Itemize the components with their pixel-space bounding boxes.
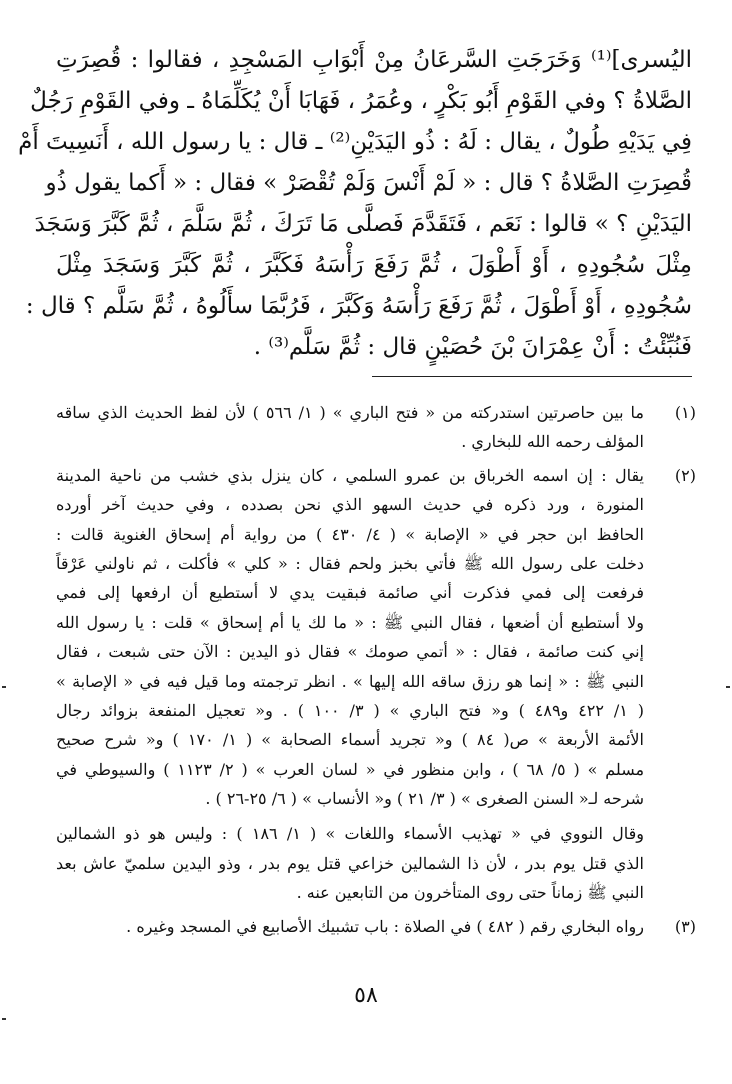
footnote-number: (١) <box>674 403 696 422</box>
footnote-line: شرحه لـ« السنن الصغرى » ( ٣/ ٢١ ) و« الأنساب » ( ٦/ ٢٥-٢٦ ) . <box>205 789 644 809</box>
footnote-line: الأئمة الأربعة » ص( ٨٤ ) و« تجريد أسماء الصحابة » ( ١/ ١٧٠ ) و« شرح صحيح <box>56 730 645 750</box>
main-text-line: سُجُودِهِ ، أَوْ أَطْوَلَ ، ثُمَّ رَفَعَ رَأْسَهُ وَكَبَّرَ ، فَرُبَّمَا سأَلُوهُ ، ثُمَّ سَلَّم ؟ قال : <box>25 293 692 319</box>
footnote-line: فرفعت إلى فمي فذكرت أني صائمة فبقيت يدي لا أستطيع أن ارفعها إلى فمي <box>56 583 644 603</box>
footnote-line: مسلم » ( ٥/ ٦٨ ) ، وابن منظور في « لسان العرب » ( ٢/ ١١٢٣ ) والسيوطي في <box>56 759 645 779</box>
footnote-3 <box>56 912 696 941</box>
main-text-line: قُصِرَتِ الصَّلاةُ ؟ قال : « لَمْ أَنْسَ وَلَمْ تُقْصَرْ » فقال : « أَكما يقول ذُو <box>45 170 692 196</box>
footnote-line: إني كنت صائمة ، فقال : « أتمي صومك » فقال ذو اليدين : الآن حتى شبعت ، فقال <box>56 642 644 662</box>
scan-mark <box>726 686 730 688</box>
main-text-line: اليَدَيْنِ ؟ » قالوا : نَعَم ، فَتَقَدَّمَ فَصلَّى مَا تَرَكَ ، ثُمَّ سَلَّمَ ، ثُمَّ كَبَّرَ وَسَجَدَ <box>34 211 692 237</box>
main-text-line: مِثْلَ سُجُودِهِ ، أَوْ أَطْوَلَ ، ثُمَّ رَفَعَ رَأْسَهُ فَكَبَّرَ ، ثُمَّ كَبَّرَ وَسَجَدَ مِثْلَ <box>56 252 692 278</box>
footnote-paragraph <box>56 819 644 907</box>
page-number: ٥٨ <box>354 983 378 1008</box>
main-text-line: فَنُبِّئْتُ : أَنْ عِمْرَانَ بْنَ حُصَيْنٍ قال : ثُمَّ سَلَّم⁽³⁾ . <box>253 334 692 360</box>
footnote-line: المنورة ، ورد ذكره في حديث السهو الذي نحن بصدده ، وفي حديث آخر أورده <box>56 495 644 515</box>
footnote-line: وقال النووي في « تهذيب الأسماء واللغات » ( ١/ ١٨٦ ) : وليس هو ذو الشمالين <box>56 824 644 844</box>
hadith-main-text <box>18 40 692 368</box>
footnote-line: المؤلف رحمه الله للبخاري . <box>461 432 644 452</box>
footnote-line: ( ١/ ٤٢٢ و٤٨٩ ) و« فتح الباري » ( ٣/ ١٠٠ ) . و« تعجيل المنفعة بزوائد رجال <box>56 700 645 720</box>
main-text-line: اليُسرى]⁽¹⁾ وَخَرَجَتِ السَّرعَانُ مِنْ أَبْوَابِ المَسْجِدِ ، فقالوا : قُصِرَتِ <box>56 47 692 73</box>
main-text-line: فِي يَدَيْهِ طُولٌ ، يقال : لَهُ : ذُو اليَدَيْنِ⁽²⁾ ـ قال : يا رسول الله ، أَنَسِيتَ أَمْ <box>18 129 692 155</box>
footnote-separator <box>372 376 692 377</box>
footnote-line: يقال : إن اسمه الخرباق بن عمرو السلمي ، كان ينزل بذي خشب من ناحية المدينة <box>56 465 644 485</box>
footnote-line: الحافظ ابن حجر في « الإصابة » ( ٤/ ٤٣٠ ) من رواية أم إسحاق الغنوية قالت : <box>56 524 644 544</box>
scan-mark <box>2 1018 6 1020</box>
footnote-line: دخلت على رسول الله ﷺ فأتي بخبز ولحم فقال : « كلي » فأكلت ، ثم ناولني عَرْقاً <box>56 553 644 573</box>
footnote-line: النبي ﷺ : « إنما هو رزق ساقه الله إليها » . انظر ترجمته وما قيل فيه في « الإصابة » <box>56 671 645 691</box>
footnote-2 <box>56 461 696 908</box>
footnote-line: ما بين حاصرتين استدركته من « فتح الباري » ( ١/ ٥٦٦ ) لأن لفظ الحديث الذي ساقه <box>56 403 645 422</box>
footnote-line: النبي ﷺ زماناً حتى روى المتأخرون من التابعين عنه . <box>296 883 644 903</box>
main-text-line: الصَّلاةُ ؟ وفي القَوْمِ أَبُو بَكْرٍ ، وعُمَرُ ، فَهَابَا أَنْ يُكَلِّمَاهُ ـ وفي القَوْمِ رَجُلٌ <box>30 88 692 114</box>
footnote-body <box>56 461 644 908</box>
footnote-number: (٢) <box>674 465 696 485</box>
footnotes-section <box>56 398 696 941</box>
footnote-1 <box>56 398 696 457</box>
footnote-line: الذي قتل يوم بدر ، لأن ذا الشمالين خزاعي قتل يوم بدر ، وذو اليدين سلميّ عاش بعد <box>56 853 644 873</box>
footnote-number: (٣) <box>674 916 696 936</box>
scan-mark <box>2 686 6 688</box>
footnote-body <box>56 912 644 941</box>
footnote-body <box>56 398 644 457</box>
footnote-line: رواه البخاري رقم ( ٤٨٢ ) في الصلاة : باب تشبيك الأصابيع في المسجد وغيره . <box>126 916 644 936</box>
footnote-line: ولا أستطيع أن أضعها ، فقال النبي ﷺ : « ما لك يا أم إسحاق » قلت : يا رسول الله <box>56 612 644 632</box>
